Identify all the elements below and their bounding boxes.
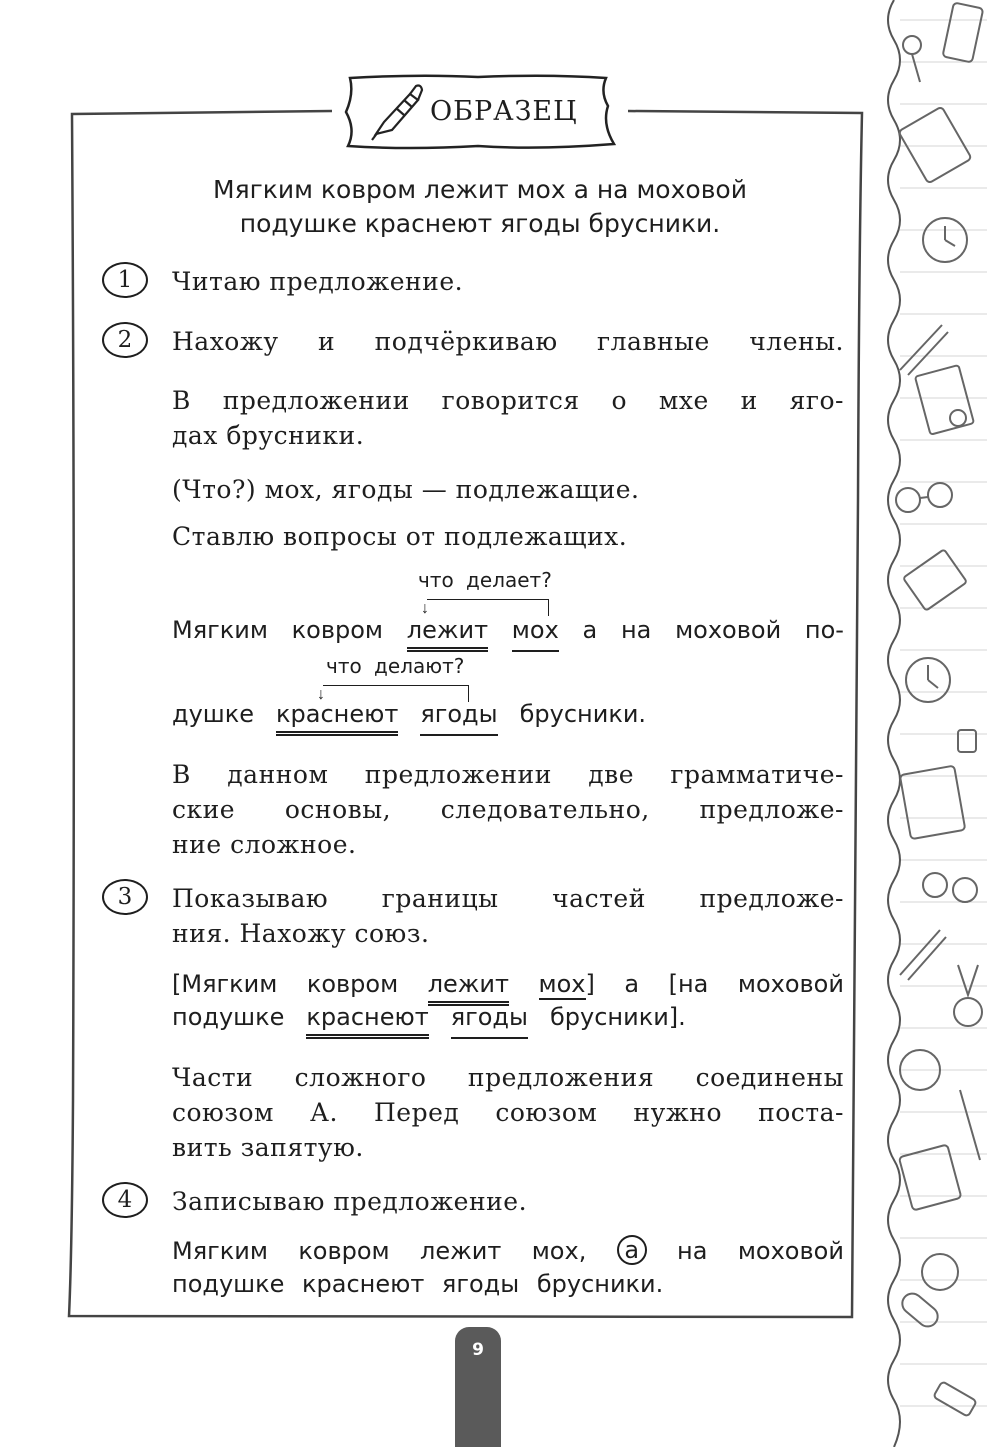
question-label-1: что делает? bbox=[418, 568, 552, 592]
word: ковром bbox=[298, 1237, 390, 1265]
arrow-down-icon: ↓ bbox=[317, 686, 325, 703]
word: моховой bbox=[737, 1237, 844, 1265]
word: мох, bbox=[531, 1237, 587, 1265]
word: Мягким bbox=[172, 1237, 268, 1265]
conj-paragraph-line-3: вить запятую. bbox=[172, 1133, 364, 1162]
word: ковром bbox=[306, 970, 399, 998]
final-line-1 bbox=[172, 1235, 844, 1268]
word: подушке bbox=[172, 1003, 285, 1031]
step-1-text: Читаю предложение. bbox=[172, 267, 464, 296]
question-label-2: что делают? bbox=[326, 654, 465, 678]
final-line-2: подушке краснеют ягоды брусники. bbox=[172, 1270, 664, 1298]
subject-word: ягоды bbox=[451, 1001, 528, 1039]
subjects-found-text: (Что?) мох, ягоды — подлежащие. bbox=[172, 475, 640, 504]
step-3-line-1: Показываю границы частей предложе- bbox=[172, 884, 844, 913]
sample-sentence-line-1: Мягким ковром лежит мох а на моховой bbox=[213, 175, 747, 204]
word: брусники. bbox=[519, 700, 647, 728]
conj-paragraph-line-1: Части сложного предложения соединены bbox=[172, 1063, 844, 1092]
bases-paragraph-line-3: ние сложное. bbox=[172, 830, 357, 859]
step-number-4: 4 bbox=[102, 1182, 148, 1218]
word: моховой bbox=[675, 616, 782, 644]
sample-sentence-line-2: подушке краснеют ягоды брусники. bbox=[239, 209, 721, 238]
doodle-strip bbox=[880, 0, 987, 1447]
word: [Мягким bbox=[172, 970, 278, 998]
word: а bbox=[582, 616, 598, 644]
subject-word: мох bbox=[538, 970, 586, 998]
page-number: 9 bbox=[472, 1340, 484, 1360]
subject-paragraph-line-2: дах брусники. bbox=[172, 421, 365, 450]
word: а bbox=[624, 970, 640, 998]
step-number-1: 1 bbox=[102, 262, 148, 298]
predicate-word: лежит bbox=[407, 614, 488, 652]
step-number-3: 3 bbox=[102, 879, 148, 915]
arrow-down-icon: ↓ bbox=[421, 600, 429, 617]
bracketed-line-2 bbox=[172, 1001, 844, 1039]
word: душке bbox=[172, 700, 255, 728]
conj-paragraph-line-2: союзом А. Перед союзом нужно поста- bbox=[172, 1098, 844, 1127]
subject-paragraph-line-1: В предложении говорится о мхе и яго- bbox=[172, 386, 844, 415]
predicate-word: лежит bbox=[428, 968, 509, 1006]
word: моховой bbox=[737, 970, 844, 998]
step-4-text: Записываю предложение. bbox=[172, 1187, 528, 1216]
circled-conjunction: а bbox=[617, 1235, 647, 1265]
bases-paragraph-line-2: ские основы, следовательно, предложе- bbox=[172, 795, 844, 824]
word: Мягким bbox=[172, 616, 268, 644]
bases-paragraph-line-1: В данном предложении две грамматиче- bbox=[172, 760, 844, 789]
predicate-word: краснеют bbox=[276, 698, 398, 736]
word: на bbox=[620, 616, 652, 644]
step-number-2: 2 bbox=[102, 322, 148, 358]
predicate-word: краснеют bbox=[306, 1001, 428, 1039]
step-2-text: Нахожу и подчёркиваю главные члены. bbox=[172, 327, 844, 356]
bracket-close: ] bbox=[585, 970, 595, 998]
badge-title: ОБРАЗЕЦ bbox=[430, 96, 578, 127]
word: по- bbox=[804, 616, 844, 644]
questions-text: Ставлю вопросы от подлежащих. bbox=[172, 522, 628, 551]
step-3-line-2: ния. Нахожу союз. bbox=[172, 919, 430, 948]
word: брусники]. bbox=[549, 1003, 686, 1031]
word: [на bbox=[668, 970, 709, 998]
word: ковром bbox=[291, 616, 384, 644]
analysis-line-2 bbox=[172, 698, 844, 736]
analysis-line-1 bbox=[172, 614, 844, 652]
word: лежит bbox=[420, 1237, 502, 1265]
word: на bbox=[677, 1237, 708, 1265]
subject-word: ягоды bbox=[420, 698, 497, 736]
subject-word: мох bbox=[512, 614, 559, 652]
